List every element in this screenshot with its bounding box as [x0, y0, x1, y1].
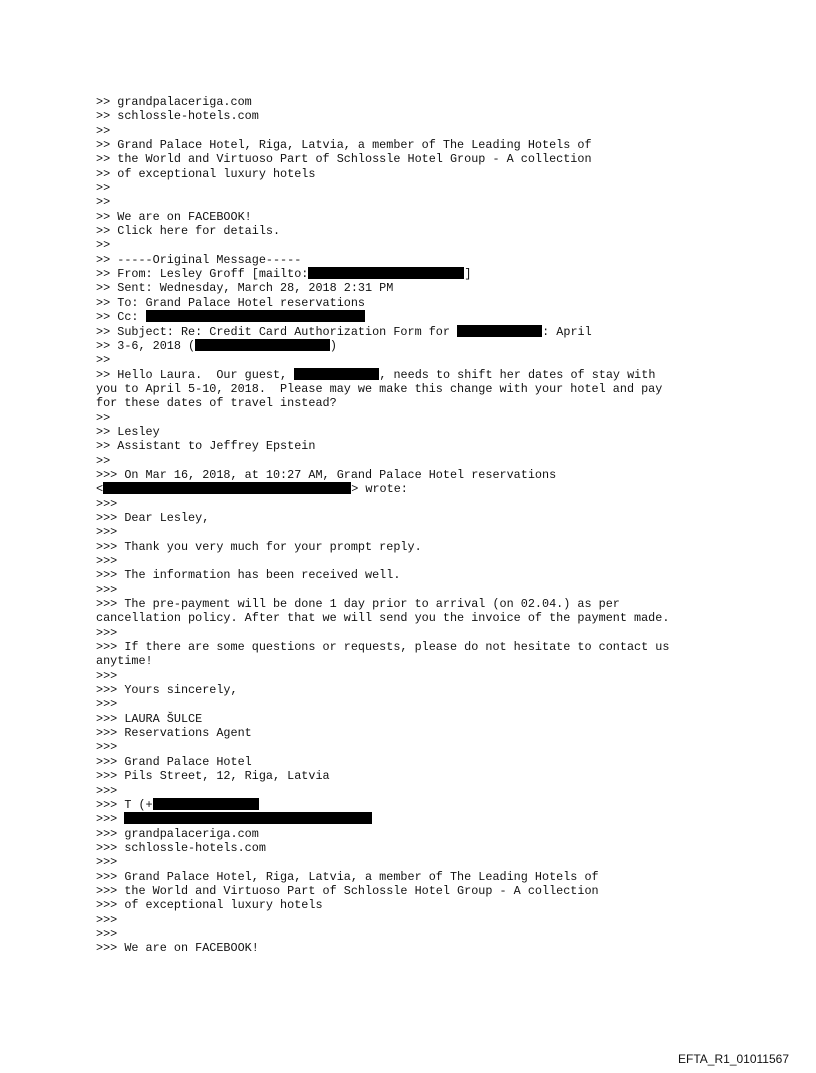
email-line	[96, 941, 796, 955]
email-line	[96, 224, 796, 238]
email-line	[96, 870, 796, 884]
line-text: >>>	[96, 783, 118, 798]
line-text: >> of exceptional luxury hotels	[96, 166, 316, 181]
email-line	[96, 755, 796, 769]
email-line	[96, 927, 796, 941]
line-text: >>> T (+	[96, 797, 153, 812]
line-text: <	[96, 482, 104, 497]
line-text: >> Subject: Re: Credit Card Authorization Form for	[96, 324, 458, 339]
line-text: >>> Reservations Agent	[96, 726, 252, 741]
email-line	[96, 683, 796, 697]
email-line	[96, 497, 796, 511]
line-text: >> the World and Virtuoso Part of Schlossle Hotel Group - A collection	[96, 152, 592, 167]
redaction-block	[153, 798, 259, 810]
email-line	[96, 611, 796, 625]
email-line	[96, 167, 796, 181]
email-line	[96, 468, 796, 482]
email-line	[96, 525, 796, 539]
email-line	[96, 540, 796, 554]
line-text: >> To: Grand Palace Hotel reservations	[96, 295, 366, 310]
email-line	[96, 827, 796, 841]
redaction-block	[294, 368, 379, 380]
line-text: >> -----Original Message-----	[96, 252, 302, 267]
email-line	[96, 769, 796, 783]
email-line	[96, 482, 796, 496]
email-line	[96, 669, 796, 683]
line-text: >>> On Mar 16, 2018, at 10:27 AM, Grand Palace Hotel reservations	[96, 467, 557, 482]
line-text: you to April 5-10, 2018. Please may we make this change with your hotel and pay	[96, 381, 663, 396]
line-text: >>>	[96, 912, 118, 927]
redaction-block	[103, 482, 351, 494]
email-line	[96, 597, 796, 611]
email-line	[96, 913, 796, 927]
email-line	[96, 640, 796, 654]
line-text: >> Hello Laura. Our guest,	[96, 367, 295, 382]
redaction-block	[457, 325, 542, 337]
line-text: >>> We are on FACEBOOK!	[96, 941, 259, 956]
line-text: >>> The pre-payment will be done 1 day prior to arrival (on 02.04.) as per	[96, 597, 620, 612]
line-text: >>> Thank you very much for your prompt reply.	[96, 539, 422, 554]
line-text: >>>	[96, 926, 118, 941]
email-line	[96, 396, 796, 410]
email-line	[96, 368, 796, 382]
line-text: >>	[96, 410, 111, 425]
email-line	[96, 812, 796, 826]
email-line	[96, 124, 796, 138]
email-line	[96, 554, 796, 568]
email-line	[96, 784, 796, 798]
redaction-block	[308, 267, 464, 279]
line-text: >> From: Lesley Groff [mailto:	[96, 267, 309, 282]
line-text: >> We are on FACEBOOK!	[96, 209, 252, 224]
line-text: >> Cc:	[96, 310, 146, 325]
line-text: >>> Grand Palace Hotel	[96, 754, 252, 769]
line-text: >> 3-6, 2018 (	[96, 338, 196, 353]
email-line	[96, 898, 796, 912]
line-text: >>> grandpalaceriga.com	[96, 826, 259, 841]
line-text: >> grandpalaceriga.com	[96, 95, 252, 109]
line-text: >>> the World and Virtuoso Part of Schlossle Hotel Group - A collection	[96, 883, 599, 898]
line-text: >>>	[96, 582, 118, 597]
document-id: EFTA_R1_01011567	[678, 1052, 789, 1066]
email-line	[96, 568, 796, 582]
line-text: anytime!	[96, 654, 153, 669]
email-line	[96, 712, 796, 726]
email-line	[96, 325, 796, 339]
line-text: >>	[96, 195, 111, 210]
line-text: >> Click here for details.	[96, 224, 281, 239]
email-line	[96, 181, 796, 195]
email-line	[96, 439, 796, 453]
line-text: >>>	[96, 525, 118, 540]
line-text: >>> The information has been received well.	[96, 568, 401, 583]
email-line	[96, 454, 796, 468]
email-body	[96, 95, 796, 956]
line-text: >> Lesley	[96, 424, 160, 439]
line-text: >>> Grand Palace Hotel, Riga, Latvia, a member of The Leading Hotels of	[96, 869, 599, 884]
line-text: >>> Pils Street, 12, Riga, Latvia	[96, 769, 330, 784]
email-line	[96, 267, 796, 281]
redaction-block	[146, 310, 366, 322]
email-line	[96, 109, 796, 123]
email-line	[96, 382, 796, 396]
email-line	[96, 152, 796, 166]
line-text: >>> Dear Lesley,	[96, 510, 210, 525]
line-text: > wrote:	[351, 482, 408, 497]
email-line	[96, 339, 796, 353]
line-text: cancellation policy. After that we will send you the invoice of the payment made.	[96, 611, 670, 626]
email-line	[96, 138, 796, 152]
line-text: >>>	[96, 554, 118, 568]
line-text: ]	[464, 267, 472, 282]
line-text: >>> Yours sincerely,	[96, 683, 238, 698]
line-text: >>	[96, 238, 111, 253]
email-line	[96, 296, 796, 310]
line-text: >>> If there are some questions or requests, please do not hesitate to contact us	[96, 640, 670, 655]
line-text: >>>	[96, 496, 118, 511]
line-text: >>> of exceptional luxury hotels	[96, 898, 323, 913]
line-text: >> Grand Palace Hotel, Riga, Latvia, a member of The Leading Hotels of	[96, 138, 592, 153]
email-line	[96, 855, 796, 869]
line-text: >>> LAURA ŠULCE	[96, 711, 203, 726]
line-text: )	[329, 338, 337, 353]
redaction-block	[195, 339, 330, 351]
line-text: , needs to shift her dates of stay with	[379, 367, 656, 382]
line-text: >> Assistant to Jeffrey Epstein	[96, 439, 316, 454]
line-text: >>	[96, 181, 111, 196]
line-text: >>>	[96, 697, 118, 712]
line-text: >>> schlossle-hotels.com	[96, 840, 266, 855]
email-line	[96, 726, 796, 740]
email-line	[96, 95, 796, 109]
email-line	[96, 884, 796, 898]
email-line	[96, 281, 796, 295]
email-line	[96, 511, 796, 525]
email-line	[96, 238, 796, 252]
line-text: >>>	[96, 625, 118, 640]
line-text: for these dates of travel instead?	[96, 396, 337, 411]
email-line	[96, 626, 796, 640]
line-text: >>>	[96, 740, 118, 755]
email-line	[96, 253, 796, 267]
line-text: >>	[96, 353, 111, 368]
email-line	[96, 654, 796, 668]
line-text: : April	[542, 324, 592, 339]
email-line	[96, 798, 796, 812]
email-line	[96, 411, 796, 425]
line-text: >>>	[96, 668, 118, 683]
line-text: >>>	[96, 812, 125, 827]
email-line	[96, 195, 796, 209]
email-line	[96, 740, 796, 754]
line-text: >>>	[96, 855, 118, 870]
line-text: >>	[96, 123, 111, 138]
email-line	[96, 583, 796, 597]
email-line	[96, 353, 796, 367]
line-text: >> schlossle-hotels.com	[96, 109, 259, 124]
email-line	[96, 697, 796, 711]
email-line	[96, 841, 796, 855]
redaction-block	[124, 812, 372, 824]
line-text: >>	[96, 453, 111, 468]
email-line	[96, 425, 796, 439]
email-line	[96, 310, 796, 324]
email-line	[96, 210, 796, 224]
line-text: >> Sent: Wednesday, March 28, 2018 2:31 PM	[96, 281, 394, 296]
